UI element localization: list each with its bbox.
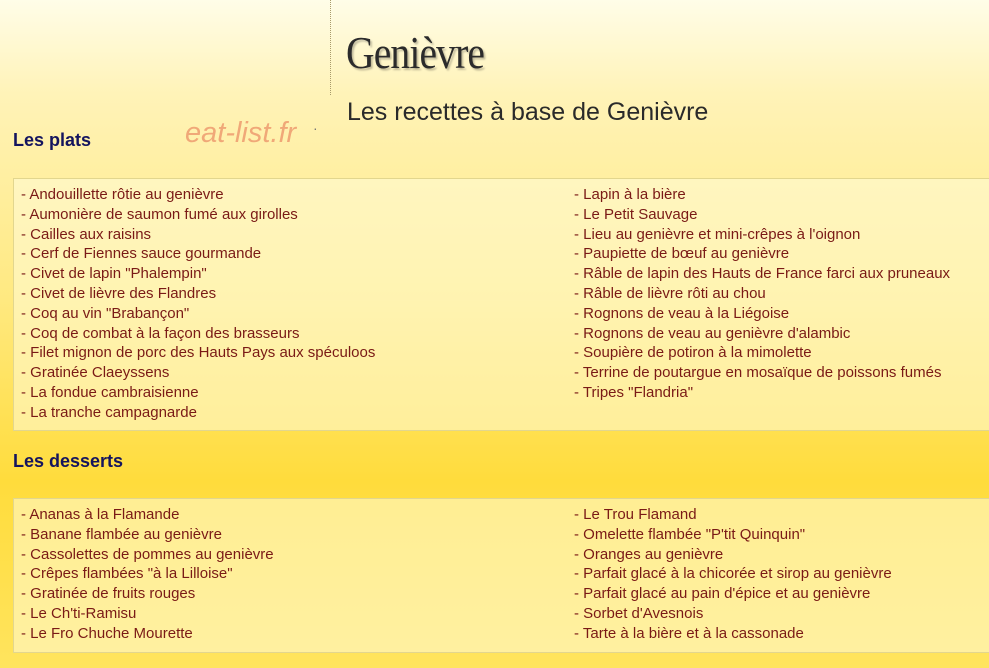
- recipe-link[interactable]: - La tranche campagnarde: [21, 403, 197, 421]
- header-divider: [330, 0, 331, 95]
- recipe-link[interactable]: - Tripes "Flandria": [574, 383, 694, 401]
- page-title: Les recettes à base de Genièvre: [347, 98, 709, 126]
- recipe-link[interactable]: - Filet mignon de porc des Hauts Pays aux spéculoos: [21, 344, 376, 362]
- recipe-link[interactable]: - Cassolettes de pommes au genièvre: [21, 545, 274, 563]
- recipe-link[interactable]: - Aumonière de saumon fumé aux girolles: [21, 205, 298, 223]
- recipe-link[interactable]: - Lapin à la bière: [574, 186, 686, 203]
- watermark: eat-list.fr: [185, 117, 297, 149]
- recipe-link[interactable]: - Andouillette rôtie au genièvre: [21, 186, 224, 203]
- section-title-plats: Les plats: [13, 130, 92, 150]
- recipe-link[interactable]: - Cerf de Fiennes sauce gourmande: [21, 245, 262, 263]
- recipe-link[interactable]: - Soupière de potiron à la mimolette: [574, 344, 812, 362]
- recipe-link[interactable]: - La fondue cambraisienne: [21, 383, 199, 401]
- recipe-link[interactable]: - Crêpes flambées "à la Lilloise": [21, 565, 233, 583]
- recipe-link[interactable]: - Lieu au genièvre et mini-crêpes à l'oignon: [574, 225, 861, 243]
- recipe-link[interactable]: - Civet de lapin "Phalempin": [21, 265, 207, 283]
- recipe-link[interactable]: - Coq de combat à la façon des brasseurs: [21, 324, 300, 342]
- decorative-dot: ·: [313, 120, 318, 136]
- section-title-desserts: Les desserts: [13, 451, 124, 471]
- recipe-link[interactable]: - Gratinée de fruits rouges: [21, 585, 196, 603]
- recipe-link[interactable]: - Rognons de veau au genièvre d'alambic: [574, 324, 851, 342]
- recipe-link[interactable]: - Civet de lièvre des Flandres: [21, 284, 217, 302]
- recipe-link[interactable]: - Terrine de poutargue en mosaïque de poissons fumés: [574, 364, 942, 382]
- recipe-link[interactable]: - Tarte à la bière et à la cassonade: [574, 624, 804, 642]
- recipe-list-desserts-right: [574, 505, 892, 644]
- recipe-link[interactable]: - Le Petit Sauvage: [574, 205, 698, 223]
- recipe-link[interactable]: - Râble de lapin des Hauts de France farci aux pruneaux: [574, 265, 951, 283]
- recipe-link[interactable]: - Le Ch'ti-Ramisu: [21, 604, 137, 622]
- recipe-link[interactable]: - Rognons de veau à la Liégoise: [574, 304, 790, 322]
- recipe-link[interactable]: - Coq au vin "Brabançon": [21, 304, 190, 322]
- recipe-box-desserts: [13, 498, 989, 653]
- recipe-link[interactable]: - Banane flambée au genièvre: [21, 525, 222, 543]
- recipe-link[interactable]: - Ananas à la Flamande: [21, 506, 180, 523]
- recipe-link[interactable]: - Parfait glacé au pain d'épice et au genièvre: [574, 585, 871, 603]
- recipe-link[interactable]: - Sorbet d'Avesnois: [574, 604, 704, 622]
- recipe-link[interactable]: - Omelette flambée "P'tit Quinquin": [574, 525, 806, 543]
- recipe-link[interactable]: - Le Fro Chuche Mourette: [21, 624, 193, 642]
- recipe-link[interactable]: - Paupiette de bœuf au genièvre: [574, 245, 790, 263]
- recipe-link[interactable]: - Cailles aux raisins: [21, 225, 152, 243]
- recipe-link[interactable]: - Oranges au genièvre: [574, 545, 724, 563]
- recipe-list-desserts-left: [21, 505, 274, 644]
- site-logo[interactable]: Genièvre: [346, 27, 485, 78]
- recipe-link[interactable]: - Râble de lièvre rôti au chou: [574, 284, 766, 302]
- recipe-box-plats: [13, 178, 989, 431]
- recipe-list-plats-right: [574, 185, 950, 403]
- recipe-link[interactable]: - Le Trou Flamand: [574, 506, 697, 523]
- recipe-link[interactable]: - Gratinée Claeyssens: [21, 364, 170, 382]
- recipe-link[interactable]: - Parfait glacé à la chicorée et sirop au genièvre: [574, 565, 892, 583]
- recipe-list-plats-left: [21, 185, 375, 423]
